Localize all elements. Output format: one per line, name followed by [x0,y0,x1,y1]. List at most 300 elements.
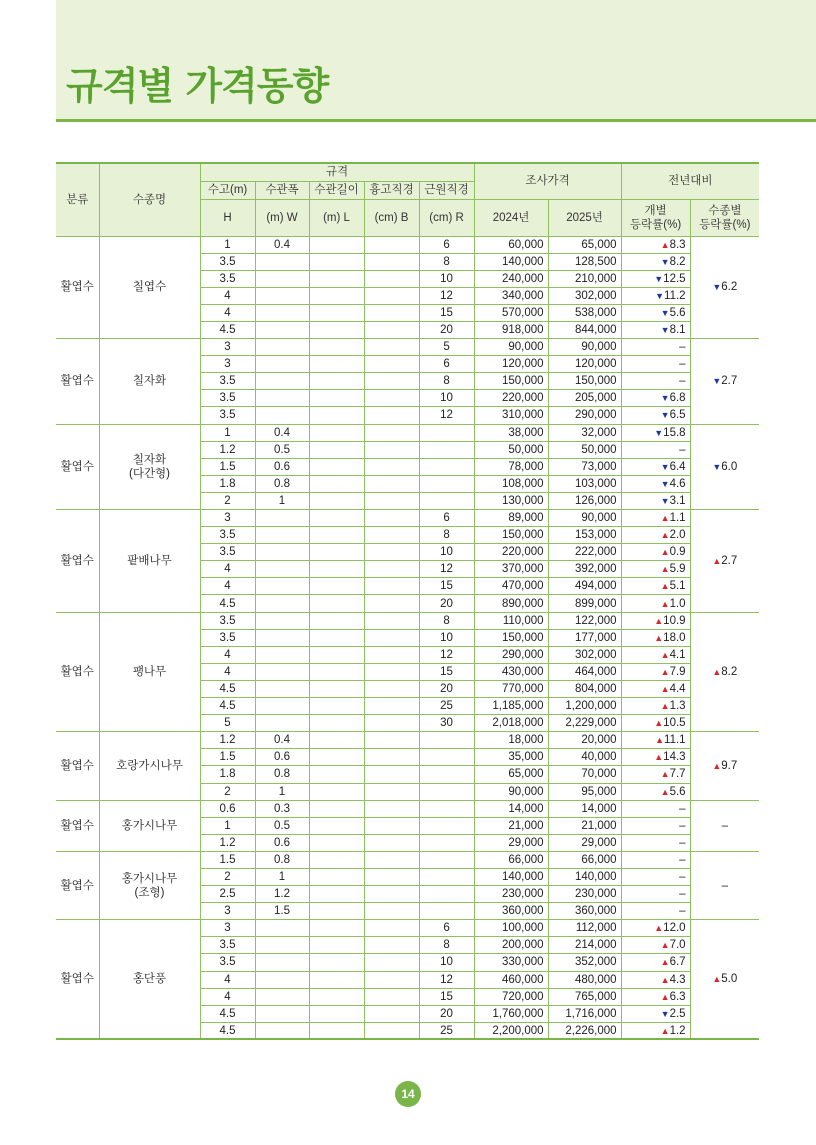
crown-length-cell [309,441,364,458]
triangle-up-icon: ▲ [654,615,664,626]
group-rate-cell [690,800,759,851]
root-diameter-cell [419,817,474,834]
item-rate-cell [621,390,690,407]
crown-width-cell [255,971,309,988]
root-diameter-cell [419,903,474,920]
crown-length-cell [309,663,364,680]
height-cell: 3 [200,339,255,356]
price-2025-cell: 14,000 [548,800,621,817]
breast-diameter-cell [364,424,419,441]
price-2024-cell: 38,000 [474,424,548,441]
price-2024-cell: 108,000 [474,475,548,492]
crown-width-cell [255,339,309,356]
height-cell: 1.5 [200,458,255,475]
triangle-down-icon: ▼ [712,376,722,387]
species-cell: 홍가시나무 [99,800,200,851]
item-rate-cell [621,680,690,697]
root-diameter-cell: 6 [419,510,474,527]
crown-width-cell [255,715,309,732]
header-rate-item-label: 개별 등락률(%) [629,204,682,231]
height-cell: 4 [200,578,255,595]
price-2024-cell: 65,000 [474,766,548,783]
category-cell: 활엽수 [56,732,99,800]
crown-width-cell [255,698,309,715]
price-2025-cell: 844,000 [548,321,621,338]
triangle-up-icon: ▲ [654,718,664,729]
crown-width-cell: 1 [255,783,309,800]
triangle-down-icon: ▼ [660,325,670,336]
root-diameter-cell [419,732,474,749]
species-cell: 팥배나무 [99,510,200,613]
price-2025-cell: 40,000 [548,749,621,766]
triangle-up-icon: ▲ [660,701,670,712]
item-rate-cell [621,783,690,800]
crown-length-cell [309,698,364,715]
header-spec-root-diameter: 근원직경 [419,181,474,199]
item-rate-cell [621,698,690,715]
table-row [56,236,759,253]
breast-diameter-cell [364,578,419,595]
root-diameter-cell [419,749,474,766]
item-rate-value: 4.3 [669,973,686,986]
item-rate-value: 4.1 [669,648,686,661]
header-unit-w: (m) W [255,199,309,236]
crown-width-cell [255,321,309,338]
price-2025-cell: 70,000 [548,766,621,783]
item-rate-value: 6.4 [669,460,686,473]
price-2025-cell: 2,226,000 [548,1022,621,1039]
item-rate-value: 1.0 [669,597,686,610]
height-cell: 3.5 [200,407,255,424]
item-rate-value: 6.5 [669,409,686,422]
breast-diameter-cell [364,886,419,903]
price-2024-cell: 310,000 [474,407,548,424]
price-2024-cell: 150,000 [474,527,548,544]
group-rate-cell [690,236,759,339]
item-rate-value: – [679,802,686,815]
breast-diameter-cell [364,441,419,458]
item-rate-value: 12.0 [663,922,686,935]
root-diameter-cell [419,475,474,492]
height-cell: 3.5 [200,253,255,270]
root-diameter-cell [419,800,474,817]
item-rate-cell [621,834,690,851]
price-2024-cell: 240,000 [474,270,548,287]
triangle-up-icon: ▲ [660,769,670,780]
price-2025-cell: 302,000 [548,287,621,304]
root-diameter-cell [419,783,474,800]
item-rate-cell [621,492,690,509]
item-rate-cell [621,629,690,646]
height-cell: 1 [200,236,255,253]
item-rate-value: – [679,358,686,371]
crown-length-cell [309,817,364,834]
price-2024-cell: 290,000 [474,646,548,663]
price-2025-cell: 32,000 [548,424,621,441]
height-cell: 4.5 [200,680,255,697]
crown-length-cell [309,287,364,304]
height-cell: 3.5 [200,373,255,390]
breast-diameter-cell [364,253,419,270]
price-2024-cell: 230,000 [474,886,548,903]
crown-width-cell [255,527,309,544]
group-rate-value: 2.7 [721,375,738,388]
price-2025-cell: 290,000 [548,407,621,424]
crown-length-cell [309,390,364,407]
triangle-up-icon: ▲ [712,974,722,985]
breast-diameter-cell [364,373,419,390]
root-diameter-cell [419,492,474,509]
crown-width-cell [255,544,309,561]
crown-width-cell [255,390,309,407]
height-cell: 3.5 [200,527,255,544]
triangle-down-icon: ▼ [660,256,670,267]
price-2025-cell: 126,000 [548,492,621,509]
price-2025-cell: 222,000 [548,544,621,561]
root-diameter-cell: 20 [419,595,474,612]
breast-diameter-cell [364,304,419,321]
triangle-down-icon: ▼ [660,393,670,404]
root-diameter-cell: 6 [419,920,474,937]
header-spec-crown-length: 수관길이 [309,181,364,199]
breast-diameter-cell [364,988,419,1005]
crown-width-cell [255,1022,309,1039]
item-rate-cell [621,663,690,680]
price-2024-cell: 29,000 [474,834,548,851]
root-diameter-cell: 6 [419,236,474,253]
table-row [56,339,759,356]
height-cell: 2 [200,492,255,509]
item-rate-cell [621,475,690,492]
root-diameter-cell: 8 [419,253,474,270]
root-diameter-cell: 30 [419,715,474,732]
crown-width-cell [255,356,309,373]
root-diameter-cell: 6 [419,356,474,373]
crown-width-cell: 0.8 [255,475,309,492]
item-rate-value: 2.5 [669,1007,686,1020]
height-cell: 1 [200,424,255,441]
triangle-up-icon: ▲ [660,581,670,592]
item-rate-value: 5.9 [669,563,686,576]
item-rate-value: 1.2 [669,1024,686,1037]
triangle-up-icon: ▲ [654,632,664,643]
height-cell: 1.8 [200,766,255,783]
item-rate-value: – [679,375,686,388]
breast-diameter-cell [364,715,419,732]
triangle-up-icon: ▲ [660,547,670,558]
price-2024-cell: 21,000 [474,817,548,834]
height-cell: 4.5 [200,698,255,715]
breast-diameter-cell [364,1005,419,1022]
price-2025-cell: 73,000 [548,458,621,475]
price-2024-cell: 720,000 [474,988,548,1005]
breast-diameter-cell [364,390,419,407]
triangle-down-icon: ▼ [660,478,670,489]
item-rate-value: 2.0 [669,529,686,542]
breast-diameter-cell [364,749,419,766]
price-2025-cell: 464,000 [548,663,621,680]
item-rate-cell [621,339,690,356]
item-rate-cell [621,236,690,253]
price-2024-cell: 14,000 [474,800,548,817]
height-cell: 1.2 [200,732,255,749]
height-cell: 2 [200,868,255,885]
item-rate-cell [621,458,690,475]
triangle-down-icon: ▼ [712,461,722,472]
item-rate-cell [621,1005,690,1022]
breast-diameter-cell [364,527,419,544]
root-diameter-cell [419,766,474,783]
root-diameter-cell [419,441,474,458]
header-spec: 규격 [200,163,474,181]
crown-width-cell [255,510,309,527]
crown-length-cell [309,629,364,646]
item-rate-value: – [679,819,686,832]
root-diameter-cell: 12 [419,971,474,988]
crown-length-cell [309,954,364,971]
header-unit-l: (m) L [309,199,364,236]
item-rate-cell [621,270,690,287]
price-2025-cell: 140,000 [548,868,621,885]
category-cell: 활엽수 [56,800,99,851]
breast-diameter-cell [364,954,419,971]
price-2024-cell: 18,000 [474,732,548,749]
triangle-up-icon: ▲ [660,564,670,575]
item-rate-cell [621,800,690,817]
item-rate-value: 5.1 [669,580,686,593]
item-rate-cell [621,356,690,373]
group-rate-value: – [721,879,729,892]
table-row [56,424,759,441]
group-rate-cell [690,851,759,919]
triangle-up-icon: ▲ [654,752,664,763]
crown-width-cell: 1 [255,492,309,509]
crown-width-cell: 0.6 [255,458,309,475]
crown-length-cell [309,851,364,868]
crown-length-cell [309,749,364,766]
crown-length-cell [309,646,364,663]
triangle-up-icon: ▲ [660,940,670,951]
breast-diameter-cell [364,903,419,920]
species-cell: 칠자화 [99,339,200,424]
item-rate-value: 4.4 [669,682,686,695]
header-survey-price: 조사가격 [474,163,621,199]
category-cell: 활엽수 [56,424,99,509]
crown-width-cell: 0.4 [255,424,309,441]
price-trend-table [56,162,759,1040]
height-cell: 1.8 [200,475,255,492]
breast-diameter-cell [364,492,419,509]
crown-length-cell [309,458,364,475]
item-rate-cell [621,903,690,920]
triangle-up-icon: ▲ [654,923,664,934]
item-rate-cell [621,851,690,868]
item-rate-cell [621,886,690,903]
category-cell: 활엽수 [56,920,99,1040]
price-2024-cell: 460,000 [474,971,548,988]
item-rate-cell [621,1022,690,1039]
root-diameter-cell: 8 [419,373,474,390]
height-cell: 3.5 [200,937,255,954]
crown-length-cell [309,800,364,817]
breast-diameter-cell [364,612,419,629]
species-cell: 홍단풍 [99,920,200,1040]
header-rate-item [621,199,690,236]
triangle-up-icon: ▲ [660,683,670,694]
root-diameter-cell: 5 [419,339,474,356]
crown-width-cell [255,373,309,390]
triangle-down-icon: ▼ [654,427,664,438]
price-2024-cell: 200,000 [474,937,548,954]
root-diameter-cell: 12 [419,646,474,663]
price-2024-cell: 340,000 [474,287,548,304]
header-unit-h: H [200,199,255,236]
crown-width-cell: 0.4 [255,732,309,749]
species-cell: 호랑가시나무 [99,732,200,800]
item-rate-cell [621,373,690,390]
height-cell: 4 [200,988,255,1005]
group-rate-cell [690,732,759,800]
header-spec-breast-diameter: 흉고직경 [364,181,419,199]
root-diameter-cell: 15 [419,304,474,321]
breast-diameter-cell [364,920,419,937]
price-2025-cell: 95,000 [548,783,621,800]
triangle-down-icon: ▼ [660,1008,670,1019]
price-2024-cell: 360,000 [474,903,548,920]
crown-width-cell [255,954,309,971]
price-2025-cell: 538,000 [548,304,621,321]
triangle-down-icon: ▼ [660,461,670,472]
item-rate-cell [621,578,690,595]
root-diameter-cell: 15 [419,578,474,595]
item-rate-cell [621,868,690,885]
price-2024-cell: 110,000 [474,612,548,629]
item-rate-cell [621,646,690,663]
breast-diameter-cell [364,868,419,885]
species-cell: 칠엽수 [99,236,200,339]
breast-diameter-cell [364,800,419,817]
item-rate-value: 5.6 [669,785,686,798]
table-row [56,732,759,749]
price-2024-cell: 140,000 [474,868,548,885]
crown-length-cell [309,903,364,920]
item-rate-value: – [679,905,686,918]
height-cell: 1.5 [200,749,255,766]
crown-length-cell [309,920,364,937]
root-diameter-cell: 25 [419,1022,474,1039]
item-rate-value: 1.1 [669,512,686,525]
price-2024-cell: 470,000 [474,578,548,595]
price-2025-cell: 21,000 [548,817,621,834]
price-2025-cell: 765,000 [548,988,621,1005]
crown-length-cell [309,971,364,988]
breast-diameter-cell [364,783,419,800]
triangle-up-icon: ▲ [660,974,670,985]
item-rate-cell [621,510,690,527]
breast-diameter-cell [364,663,419,680]
height-cell: 4.5 [200,321,255,338]
crown-length-cell [309,595,364,612]
page-title: 규격별 가격동향 [66,64,329,108]
item-rate-value: 11.2 [664,289,686,302]
table-row [56,851,759,868]
item-rate-cell [621,749,690,766]
header-species: 수종명 [99,163,200,236]
height-cell: 4.5 [200,1022,255,1039]
triangle-down-icon: ▼ [660,410,670,421]
breast-diameter-cell [364,766,419,783]
triangle-up-icon: ▲ [660,666,670,677]
triangle-up-icon: ▲ [655,735,665,746]
height-cell: 3.5 [200,612,255,629]
price-2024-cell: 130,000 [474,492,548,509]
group-rate-cell [690,920,759,1040]
height-cell: 1.2 [200,834,255,851]
group-rate-value: 6.2 [721,281,738,294]
breast-diameter-cell [364,698,419,715]
crown-width-cell: 1 [255,868,309,885]
table-header [56,163,759,236]
price-2025-cell: 360,000 [548,903,621,920]
triangle-up-icon: ▲ [660,598,670,609]
item-rate-cell [621,954,690,971]
category-cell: 활엽수 [56,236,99,339]
crown-length-cell [309,988,364,1005]
root-diameter-cell [419,868,474,885]
price-2024-cell: 120,000 [474,356,548,373]
category-cell: 활엽수 [56,851,99,919]
height-cell: 0.6 [200,800,255,817]
crown-width-cell [255,304,309,321]
header-rule [56,119,816,122]
price-2025-cell: 90,000 [548,510,621,527]
item-rate-cell [621,971,690,988]
price-2025-cell: 480,000 [548,971,621,988]
table-row [56,510,759,527]
item-rate-cell [621,253,690,270]
breast-diameter-cell [364,236,419,253]
price-2024-cell: 570,000 [474,304,548,321]
category-cell: 활엽수 [56,612,99,732]
height-cell: 1 [200,817,255,834]
item-rate-cell [621,544,690,561]
root-diameter-cell: 20 [419,321,474,338]
height-cell: 4 [200,304,255,321]
crown-length-cell [309,527,364,544]
item-rate-cell [621,715,690,732]
price-2024-cell: 770,000 [474,680,548,697]
price-2025-cell: 392,000 [548,561,621,578]
crown-length-cell [309,304,364,321]
height-cell: 3 [200,903,255,920]
price-2025-cell: 205,000 [548,390,621,407]
root-diameter-cell: 12 [419,561,474,578]
header-year-2024: 2024년 [474,199,548,236]
height-cell: 3.5 [200,270,255,287]
triangle-up-icon: ▲ [712,666,722,677]
root-diameter-cell [419,834,474,851]
crown-length-cell [309,475,364,492]
price-2025-cell: 177,000 [548,629,621,646]
price-2025-cell: 2,229,000 [548,715,621,732]
root-diameter-cell: 25 [419,698,474,715]
triangle-down-icon: ▼ [660,307,670,318]
breast-diameter-cell [364,817,419,834]
breast-diameter-cell [364,510,419,527]
breast-diameter-cell [364,561,419,578]
price-2025-cell: 120,000 [548,356,621,373]
root-diameter-cell: 10 [419,629,474,646]
